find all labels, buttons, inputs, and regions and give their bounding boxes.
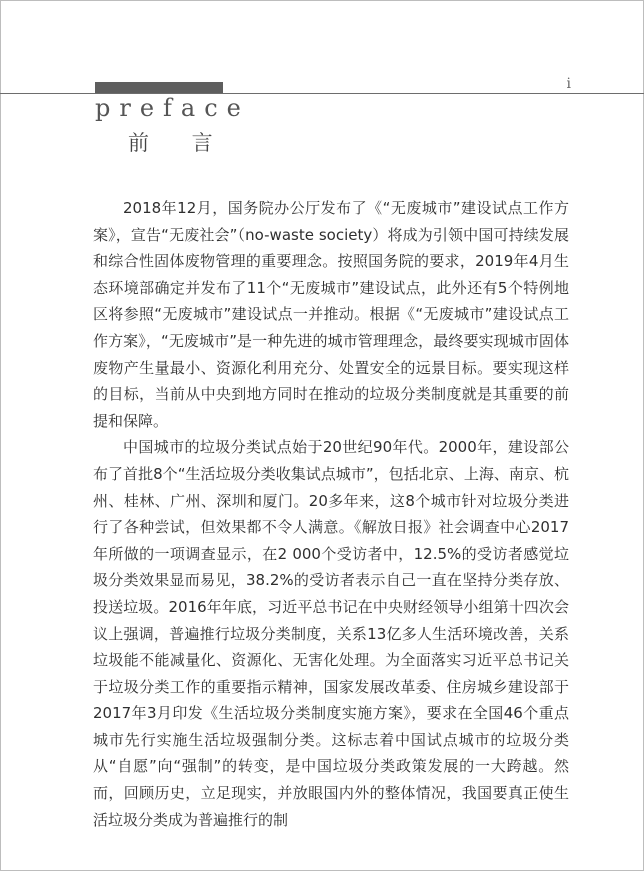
page-number: i [566, 76, 571, 92]
body-text [93, 195, 569, 833]
paragraph: 2018年12月，国务院办公厅发布了《“无废城市”建设试点工作方案》，宣告“无废社会”（no-waste society）将成为引领中国可持续发展和综合性固体废物管理的重要理念。按照国务院的要求，2019年4月生态环境部确定并发布了11个“无废城市”建设试点，此外还有5个特例地区将参照“无废城市”建设试点一并推动。根据《“无废城市”建设试点工作方案》，“无废城市”是一种先进的城市管理理念，最终要实现城市固体废物产生量最小、资源化利用充分、处置安全的远景目标。要实现这样的目标，当前从中央到地方同时在推动的垃圾分类制度就是其重要的前提和保障。 [93, 199, 569, 430]
paragraph: 中国城市的垃圾分类试点始于20世纪90年代。2000年，建设部公布了首批8个“生活垃圾分类收集试点城市”，包括北京、上海、南京、杭州、桂林、广州、深圳和厦门。20多年来，这8个城市针对垃圾分类进行了各种尝试，但效果都不令人满意。《解放日报》社会调查中心2017年所做的一项调查显示，在2 000个受访者中，12.5%的受访者感觉垃圾分类效果显而易见，38.2%的受访者表示自己一直在坚持分类存放、投送垃圾。2016年年底，习近平总书记在中央财经领导小组第十四次会议上强调，普遍推行垃圾分类制度，关系13亿多人生活环境改善，关系垃圾能不能减量化、资源化、无害化处理。为全面落实习近平总书记关于垃圾分类工作的重要指示精神，国家发展改革委、住房城乡建设部于2017年3月印发《生活垃圾分类制度实施方案》，要求在全国46个重点城市先行实施生活垃圾强制分类。这标志着中国试点城市的垃圾分类从“自愿”向“强制”的转变，是中国垃圾分类政策发展的一大跨越。然而，回顾历史，立足现实，并放眼国内外的整体情况，我国要真正使生活垃圾分类成为普遍推行的制 [93, 438, 569, 829]
heading-chinese: 前 言 [128, 131, 231, 155]
header-bar [95, 82, 223, 93]
heading-english: preface [95, 94, 250, 122]
